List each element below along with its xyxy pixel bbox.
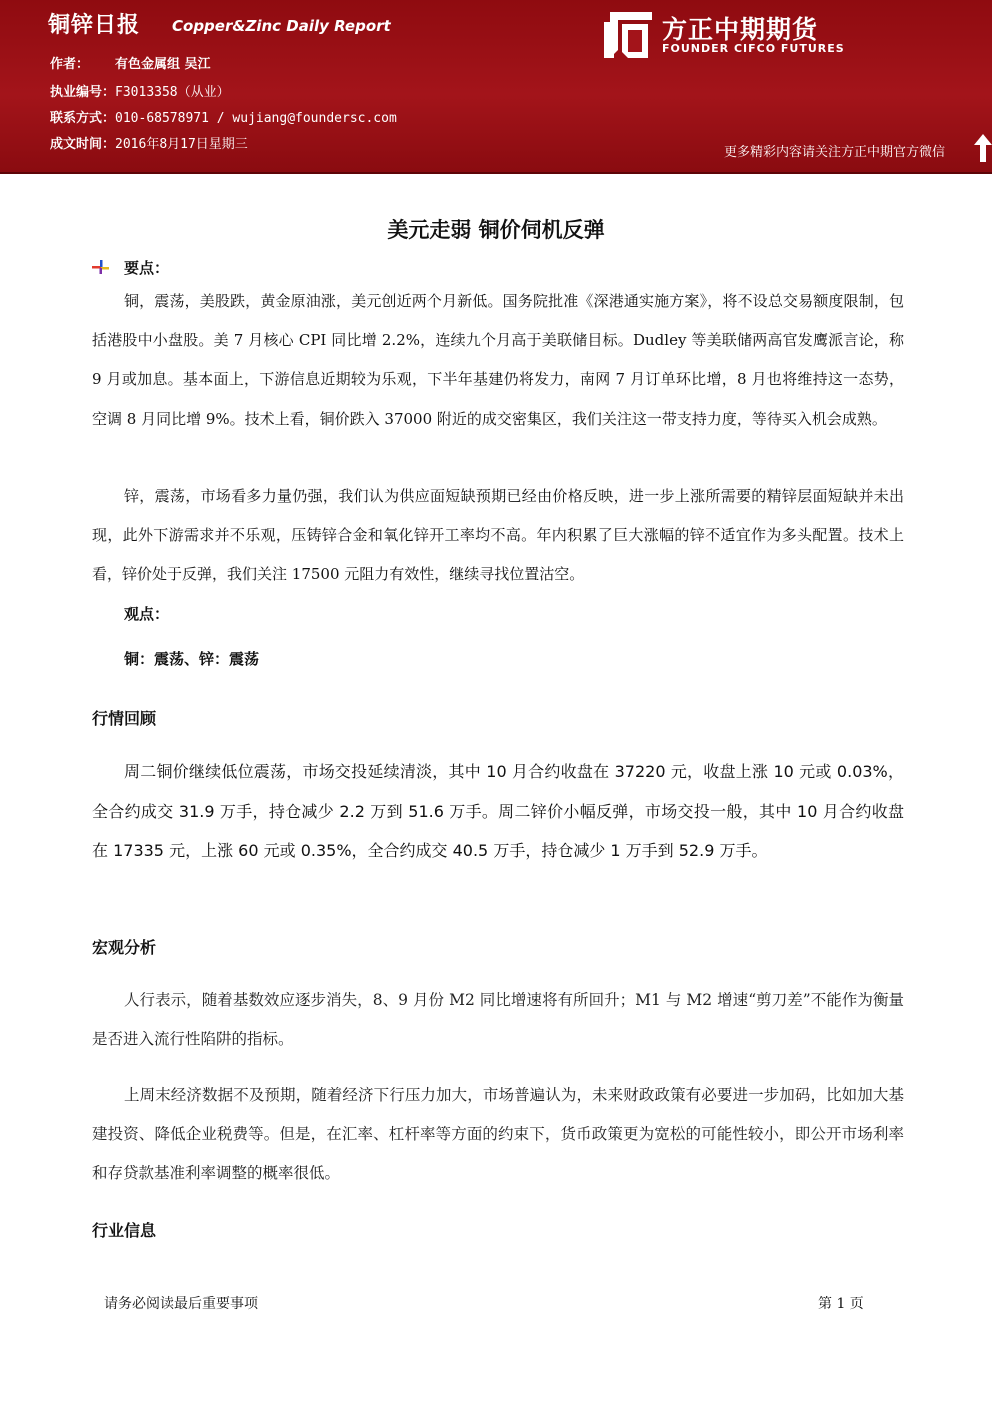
macro-analysis-heading: 宏观分析 <box>92 938 157 957</box>
key-point-copper: 铜，震荡，美股跌，黄金原油涨，美元创近两个月新低。国务院批准《深港通实施方案》，将不设总交易额度限制，包括港股中小盘股。美 7 月核心 CPI 同比增 2.2%，连续九个月高于美联储目标。Dudley 等美联储两高官发鹰派言论，称 9 月或加息。基本面上，下游信息近期较为乐观，下半年基建仍将发力，南网 7 月订单环比增，8 月也将维持这一态势，空调 8 月同比增 9%。技术上看，铜价跌入 37000 附近的成交密集区，我们关注这一带支持力度，等待买入机会成熟。 <box>92 292 904 428</box>
date-value: 2016年8月17日星期三 <box>115 137 248 152</box>
market-review-text: 周二铜价继续低位震荡，市场交投延续清淡，其中 10 月合约收盘在 37220 元，收盘上涨 10 元或 0.03%，全合约成交 31.9 万手，持仓减少 2.2 万到 51.6 万手。周二锌价小幅反弹，市场交投一般，其中 10 月合约收盘在 17335 元，上涨 60 元或 0.35%，全合约成交 40.5 万手，持仓减少 1 万手到 52.9 万手。 <box>92 762 904 860</box>
contact-label: 联系方式： <box>50 111 116 126</box>
license-value: F3013358（从业） <box>115 85 230 100</box>
report-subtitle: Copper&Zinc Daily Report <box>172 17 391 35</box>
date-row <box>50 133 248 152</box>
header-divider <box>0 172 992 174</box>
founder-logo <box>604 10 964 60</box>
market-review-heading: 行情回顾 <box>92 709 157 728</box>
key-point-zinc: 锌，震荡，市场看多力量仍强，我们认为供应面短缺预期已经由价格反映，进一步上涨所需要的精锌层面短缺并未出现，此外下游需求并不乐观，压铸锌合金和氧化锌开工率均不高。年内积累了巨大涨幅的锌不适宜作为多头配置。技术上看，锌价处于反弹，我们关注 17500 元阻力有效性，继续寻找位置沽空。 <box>92 487 904 584</box>
date-label: 成文时间： <box>50 137 116 152</box>
colored-bullet-icon <box>92 259 110 275</box>
view-label: 观点： <box>124 605 170 623</box>
author-label: 作者： <box>50 57 90 72</box>
report-header <box>0 0 992 172</box>
document-title: 美元走弱 铜价伺机反弹 <box>387 218 605 242</box>
arrow-up-icon <box>974 134 992 162</box>
license-row <box>50 81 230 100</box>
macro-paragraph-1: 人行表示，随着基数效应逐步消失，8、9 月份 M2 同比增速将有所回升；M1 与 M2 增速“剪刀差”不能作为衡量是否进入流行性陷阱的指标。 <box>92 991 904 1048</box>
contact-value: 010-68578971 / wujiang@foundersc.com <box>115 111 397 126</box>
author-row <box>50 53 211 72</box>
key-points-label: 要点： <box>124 259 170 277</box>
industry-info-heading: 行业信息 <box>92 1221 157 1240</box>
footer-disclaimer: 请务必阅读最后重要事项 <box>104 1296 258 1312</box>
wechat-note: 更多精彩内容请关注方正中期官方微信 <box>724 145 946 160</box>
view-text: 铜：震荡、锌：震荡 <box>124 650 260 668</box>
page-number: 第 1 页 <box>818 1296 864 1312</box>
author-value: 有色金属组 吴江 <box>115 57 211 72</box>
founder-logo-icon <box>604 12 652 58</box>
report-title: 铜锌日报 <box>48 13 141 38</box>
logo-chinese-name: 方正中期期货 <box>662 15 819 44</box>
macro-paragraph-2: 上周末经济数据不及预期，随着经济下行压力加大，市场普遍认为，未来财政政策有必要进一步加码，比如加大基建投资、降低企业税费等。但是，在汇率、杠杆率等方面的约束下，货币政策更为宽松的可能性较小，即公开市场利率和存贷款基准利率调整的概率很低。 <box>92 1086 904 1182</box>
logo-english-name: FOUNDER CIFCO FUTURES <box>662 42 845 55</box>
contact-row <box>50 107 397 126</box>
license-label: 执业编号： <box>50 85 116 100</box>
